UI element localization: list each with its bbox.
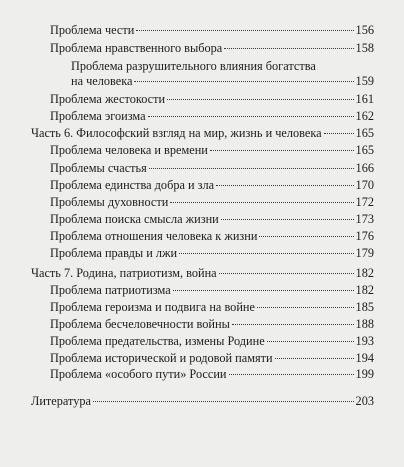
dot-leader [149,168,354,169]
toc-entry-page: 170 [355,178,374,192]
toc-entry-label: на человека [71,74,133,88]
toc-entry-heroism [50,299,374,315]
toc-entry-page: 162 [355,109,374,123]
toc-entry-attitude-to-life [50,228,374,244]
toc-entry-page: 165 [355,143,374,157]
toc-entry-label: Проблемы счастья [50,161,147,175]
toc-entry-page: 188 [355,317,374,331]
dot-leader [170,202,353,203]
toc-entry-page: 179 [355,246,374,260]
dot-leader [93,401,354,402]
toc-entry-label: Проблемы духовности [50,195,169,209]
toc-entry-label: Проблема предательства, измены Родине [50,334,265,348]
toc-entry-good-and-evil [50,177,374,193]
toc-entry-page: 199 [355,367,374,381]
toc-entry-literature [31,393,374,409]
toc-entry-inhumanity-of-war [50,316,374,332]
toc-part-7 [31,265,374,281]
toc-entry-cruelty [50,91,374,107]
dot-leader [229,374,354,375]
toc-entry-egoism [50,108,374,124]
toc-entry-label: Проблема чести [50,23,135,37]
toc-entry-page: 182 [355,283,374,297]
toc-part-6 [31,125,374,141]
dot-leader [257,307,354,308]
toc-entry-page: 159 [355,74,374,88]
toc-entry-wealth [71,73,374,89]
toc-entry-special-path [50,366,374,382]
toc-entry-moral-choice [50,40,374,56]
toc-entry-meaning-of-life [50,211,374,227]
toc-entry-page: 203 [355,394,374,408]
toc-entry-man-and-time [50,142,374,158]
toc-entry-page: 185 [355,300,374,314]
toc-entry-betrayal [50,333,374,349]
toc-entry-label: Часть 6. Философский взгляд на мир, жизнь и человека [31,126,322,140]
dot-leader [219,273,354,274]
toc-entry-label: Проблема нравственного выбора [50,41,223,55]
toc-entry-page: 194 [355,351,374,365]
dot-leader [210,150,354,151]
toc-entry-label: Проблема эгоизма [50,109,146,123]
toc-entry-page: 166 [355,161,374,175]
dot-leader [275,358,354,359]
toc-entry-label: Проблема жестокости [50,92,166,106]
dot-leader [179,253,353,254]
toc-entry-label: Проблема «особого пути» России [50,367,227,381]
dot-leader [173,290,354,291]
toc-entry-label: Литература [31,394,92,408]
toc-entry-page: 158 [355,41,374,55]
toc-entry-label: Проблема единства добра и зла [50,178,215,192]
toc-entry-happiness [50,160,374,176]
toc-entry-page: 182 [355,266,374,280]
toc-entry-label: Проблема бесчеловечности войны [50,317,230,331]
dot-leader [224,48,353,49]
toc-entry-page: 176 [355,229,374,243]
dot-leader [136,30,353,31]
toc-entry-page: 172 [355,195,374,209]
toc-entry-patriotism [50,282,374,298]
toc-entry-page: 165 [355,126,374,140]
toc-entry-truth-and-lies [50,245,374,261]
toc-entry-label: Часть 7. Родина, патриотизм, война [31,266,217,280]
toc-entry-page: 156 [355,23,374,37]
toc-entry-label: Проблема человека и времени [50,143,208,157]
toc-entry-label: Проблема поиска смысла жизни [50,212,219,226]
dot-leader [232,324,354,325]
toc-entry-spirituality [50,194,374,210]
toc-entry-label: Проблема правды и лжи [50,246,178,260]
toc-entry-label: Проблема исторической и родовой памяти [50,351,273,365]
toc-entry-page: 173 [355,212,374,226]
toc-entry-wealth-line1: Проблема разрушительного влияния богатства [71,59,316,73]
dot-leader [259,236,353,237]
toc-entry-honor [50,22,374,38]
dot-leader [267,341,354,342]
toc-entry-page: 161 [355,92,374,106]
dot-leader [148,116,354,117]
dot-leader [324,133,354,134]
toc-entry-page: 193 [355,334,374,348]
dot-leader [134,81,353,82]
toc-entry-label: Проблема героизма и подвига на войне [50,300,255,314]
toc-entry-label: Проблема отношения человека к жизни [50,229,258,243]
toc-entry-label: Проблема патриотизма [50,283,171,297]
dot-leader [167,99,353,100]
toc-entry-historical-memory [50,350,374,366]
dot-leader [216,185,353,186]
dot-leader [221,219,354,220]
